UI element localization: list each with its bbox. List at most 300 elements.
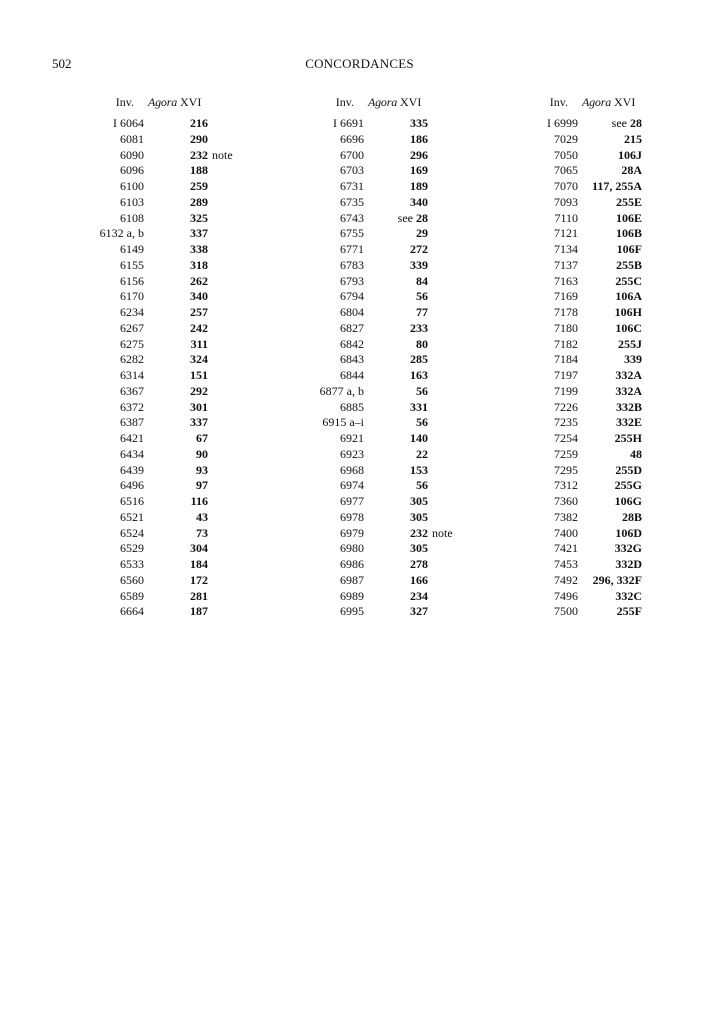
- concordance-column-2: [298, 88, 453, 620]
- catalogue-number: 278: [410, 557, 428, 571]
- table-row: [512, 258, 644, 274]
- header-agora-italic: Agora: [582, 95, 612, 109]
- table-row: [512, 384, 644, 400]
- inventory-number: 6986: [340, 557, 364, 571]
- catalogue-number: 332E: [615, 415, 642, 430]
- table-row: [512, 321, 644, 337]
- catalogue-number: 340: [410, 194, 428, 209]
- table-row: [78, 116, 233, 132]
- reference-note: note: [432, 525, 453, 540]
- table-row: [298, 116, 453, 132]
- agora-reference: [364, 384, 428, 400]
- table-row: [512, 274, 644, 290]
- agora-reference: [364, 242, 428, 258]
- agora-reference: [364, 195, 428, 211]
- agora-reference: [364, 305, 428, 321]
- catalogue-number: 305: [410, 509, 428, 524]
- inventory-number: 7492: [554, 572, 578, 587]
- table-row: [512, 337, 644, 353]
- agora-reference: [144, 321, 208, 337]
- table-row: [78, 305, 233, 321]
- inventory-number: 7184: [554, 352, 578, 367]
- catalogue-number: 339: [624, 352, 642, 367]
- catalogue-number: 311: [190, 336, 208, 351]
- table-row: [78, 195, 233, 211]
- inventory-number: 6794: [340, 289, 364, 304]
- table-row: [298, 242, 453, 258]
- agora-reference: [364, 431, 428, 447]
- concordance-column-3: [512, 88, 644, 620]
- inventory-number: 7496: [554, 588, 578, 603]
- agora-reference: [578, 557, 642, 573]
- agora-reference: [364, 589, 428, 605]
- catalogue-number: 77: [416, 305, 428, 319]
- agora-reference: [578, 211, 642, 227]
- agora-reference: [364, 321, 428, 337]
- catalogue-number: 187: [190, 604, 208, 619]
- catalogue-number: 305: [410, 541, 428, 556]
- agora-reference: [578, 305, 642, 321]
- inventory-number: 7070: [554, 179, 578, 193]
- inventory-number: 6496: [120, 478, 144, 493]
- table-row: [298, 368, 453, 384]
- header-agora: [134, 95, 210, 110]
- agora-reference: [578, 573, 642, 589]
- table-row: [512, 510, 644, 526]
- inventory-number: 6267: [120, 320, 144, 335]
- column-header: [298, 88, 453, 110]
- agora-reference: [144, 478, 208, 494]
- catalogue-number: 281: [190, 588, 208, 603]
- catalogue-number: 169: [410, 163, 428, 178]
- header-agora: [568, 95, 644, 110]
- table-row: [78, 589, 233, 605]
- table-row: [298, 258, 453, 274]
- table-row: [512, 431, 644, 447]
- catalogue-number: 331: [410, 399, 428, 414]
- inventory-number: I 6064: [113, 116, 144, 130]
- table-row: [298, 148, 453, 164]
- table-row: [512, 557, 644, 573]
- table-row: [298, 573, 453, 589]
- agora-reference: [578, 478, 642, 494]
- inventory-number: 6516: [120, 494, 144, 508]
- catalogue-number: 255C: [615, 273, 642, 288]
- table-row: [78, 352, 233, 368]
- inventory-number: 6915 a–i: [322, 415, 364, 430]
- agora-reference: [578, 163, 642, 179]
- table-row: [512, 494, 644, 510]
- header-agora-volume: XVI: [614, 95, 636, 109]
- agora-reference: [144, 226, 208, 242]
- agora-reference: [144, 179, 208, 195]
- agora-reference: [144, 447, 208, 463]
- inventory-number: 7226: [554, 399, 578, 414]
- catalogue-number: 106G: [614, 494, 642, 508]
- catalogue-number: 166: [410, 572, 428, 587]
- inventory-number: 7197: [554, 368, 578, 382]
- reference-note: note: [212, 147, 233, 162]
- table-row: [298, 179, 453, 195]
- inventory-number: 6108: [120, 210, 144, 225]
- agora-reference: [144, 589, 208, 605]
- catalogue-number: 90: [196, 446, 208, 461]
- inventory-number: 7254: [554, 431, 578, 445]
- catalogue-number: 153: [410, 462, 428, 477]
- table-row: [512, 352, 644, 368]
- agora-reference: [578, 431, 642, 447]
- catalogue-number: 140: [410, 431, 428, 445]
- agora-reference: [144, 242, 208, 258]
- agora-reference: [578, 289, 642, 305]
- table-row: [298, 226, 453, 242]
- inventory-number: 6664: [120, 604, 144, 619]
- catalogue-number: 172: [190, 572, 208, 587]
- agora-reference: [578, 226, 642, 242]
- agora-reference: [364, 274, 428, 290]
- catalogue-number: 233: [410, 320, 428, 335]
- inventory-number: 6100: [120, 179, 144, 193]
- inventory-number: 7065: [554, 163, 578, 178]
- catalogue-number: 285: [410, 352, 428, 367]
- inventory-number: 7121: [554, 226, 578, 241]
- inventory-number: 7163: [554, 273, 578, 288]
- inventory-number: 6842: [340, 336, 364, 351]
- catalogue-number: 22: [416, 446, 428, 461]
- inventory-number: 6421: [120, 431, 144, 445]
- catalogue-number: 28A: [621, 163, 642, 178]
- agora-reference: [578, 116, 642, 132]
- agora-reference: [144, 510, 208, 526]
- table-row: [78, 573, 233, 589]
- agora-reference: [144, 352, 208, 368]
- inventory-number: 7453: [554, 557, 578, 571]
- agora-reference: [364, 573, 428, 589]
- catalogue-number: 56: [416, 383, 428, 398]
- catalogue-number: 56: [416, 478, 428, 493]
- catalogue-number: 292: [190, 383, 208, 398]
- table-row: [298, 352, 453, 368]
- column-header: [512, 88, 644, 110]
- catalogue-number: 117, 255A: [591, 179, 642, 193]
- table-row: [78, 384, 233, 400]
- table-row: [298, 211, 453, 227]
- catalogue-number: 255H: [614, 431, 642, 445]
- table-row: [512, 526, 644, 542]
- catalogue-number: 28: [630, 116, 642, 130]
- catalogue-number: 337: [190, 226, 208, 241]
- concordance-column-1: [78, 88, 233, 620]
- table-row: [512, 589, 644, 605]
- table-row: [78, 494, 233, 510]
- catalogue-number: 290: [190, 131, 208, 146]
- agora-reference: [578, 179, 642, 195]
- inventory-number: 6989: [340, 588, 364, 603]
- table-row: [78, 510, 233, 526]
- inventory-number: 7182: [554, 336, 578, 351]
- catalogue-number: 84: [416, 273, 428, 288]
- inventory-number: 6979: [340, 525, 364, 540]
- table-row: [78, 604, 233, 620]
- catalogue-number: 296: [410, 147, 428, 162]
- inventory-number: 7050: [554, 147, 578, 162]
- inventory-number: 6743: [340, 210, 364, 225]
- catalogue-number: 184: [190, 557, 208, 571]
- agora-reference: [364, 510, 428, 526]
- inventory-number: 7360: [554, 494, 578, 508]
- inventory-number: 6968: [340, 462, 364, 477]
- inventory-number: 6987: [340, 572, 364, 587]
- inventory-number: 6974: [340, 478, 364, 493]
- catalogue-number: 28: [416, 210, 428, 225]
- inventory-number: 6793: [340, 273, 364, 288]
- agora-reference: [364, 368, 428, 384]
- table-row: [78, 337, 233, 353]
- agora-reference: [364, 179, 428, 195]
- table-row: [512, 179, 644, 195]
- catalogue-number: 232: [190, 147, 208, 162]
- agora-reference: [144, 195, 208, 211]
- inventory-number: 6589: [120, 588, 144, 603]
- table-row: [298, 274, 453, 290]
- catalogue-number: 324: [190, 352, 208, 367]
- table-row: [78, 478, 233, 494]
- agora-reference: [578, 352, 642, 368]
- agora-reference: [364, 604, 428, 620]
- agora-reference: [364, 400, 428, 416]
- agora-reference: [578, 447, 642, 463]
- inventory-number: 6783: [340, 257, 364, 272]
- inventory-number: 6529: [120, 541, 144, 556]
- inventory-number: 6282: [120, 352, 144, 367]
- table-row: [78, 258, 233, 274]
- catalogue-number: 332G: [614, 541, 642, 556]
- catalogue-number: 259: [190, 179, 208, 193]
- running-head: CONCORDANCES: [305, 56, 414, 71]
- table-row: [298, 447, 453, 463]
- catalogue-number: 332A: [615, 383, 642, 398]
- catalogue-number: 106A: [615, 289, 642, 304]
- table-row: [512, 447, 644, 463]
- agora-reference: [364, 337, 428, 353]
- table-row: [512, 573, 644, 589]
- catalogue-number: 255D: [615, 462, 642, 477]
- catalogue-number: 116: [190, 494, 208, 508]
- agora-reference: [144, 400, 208, 416]
- inventory-number: 6977: [340, 494, 364, 508]
- inventory-number: I 6691: [333, 116, 364, 130]
- inventory-number: 6703: [340, 163, 364, 178]
- table-row: [512, 400, 644, 416]
- table-row: [78, 463, 233, 479]
- catalogue-number: 151: [190, 368, 208, 382]
- agora-reference: [144, 116, 208, 132]
- table-row: [512, 415, 644, 431]
- table-row: [512, 163, 644, 179]
- table-row: [512, 148, 644, 164]
- agora-reference: [144, 368, 208, 384]
- agora-reference: [364, 116, 428, 132]
- catalogue-number: 186: [410, 131, 428, 146]
- agora-reference: [364, 478, 428, 494]
- table-row: [512, 116, 644, 132]
- catalogue-number: 304: [190, 541, 208, 556]
- catalogue-number: 340: [190, 289, 208, 304]
- agora-reference: [144, 148, 208, 164]
- inventory-number: 7180: [554, 320, 578, 335]
- inventory-number: 7029: [554, 131, 578, 146]
- catalogue-number: 189: [410, 179, 428, 193]
- table-row: [78, 148, 233, 164]
- inventory-number: I 6999: [547, 116, 578, 130]
- agora-reference: [578, 384, 642, 400]
- inventory-number: 7093: [554, 194, 578, 209]
- see-prefix: see: [611, 116, 627, 130]
- agora-reference: [578, 132, 642, 148]
- agora-reference: [144, 526, 208, 542]
- table-row: [78, 526, 233, 542]
- catalogue-number: 242: [190, 320, 208, 335]
- table-row: [512, 604, 644, 620]
- inventory-number: 7178: [554, 305, 578, 319]
- table-row: [78, 211, 233, 227]
- table-row: [298, 478, 453, 494]
- agora-reference: [144, 604, 208, 620]
- inventory-number: 6234: [120, 305, 144, 319]
- agora-reference: [578, 242, 642, 258]
- inventory-number: 6132 a, b: [99, 226, 144, 241]
- agora-reference: [364, 148, 428, 164]
- inventory-number: 6980: [340, 541, 364, 556]
- catalogue-number: 257: [190, 305, 208, 319]
- agora-reference: [364, 447, 428, 463]
- agora-reference: [578, 274, 642, 290]
- inventory-number: 6155: [120, 257, 144, 272]
- inventory-number: 7110: [554, 210, 578, 225]
- catalogue-number: 97: [196, 478, 208, 493]
- agora-reference: [578, 494, 642, 510]
- table-row: [298, 289, 453, 305]
- agora-reference: [364, 463, 428, 479]
- table-row: [78, 289, 233, 305]
- table-row: [78, 541, 233, 557]
- table-row: [512, 226, 644, 242]
- catalogue-number: 106E: [615, 210, 642, 225]
- table-row: [512, 195, 644, 211]
- catalogue-number: 335: [410, 116, 428, 130]
- header-inv: Inv.: [115, 95, 134, 109]
- agora-reference: [578, 148, 642, 164]
- header-agora: [354, 95, 430, 110]
- table-row: [78, 179, 233, 195]
- agora-reference: [364, 557, 428, 573]
- catalogue-number: 106B: [615, 226, 642, 241]
- table-row: [78, 447, 233, 463]
- catalogue-number: 28B: [621, 509, 642, 524]
- table-row: [78, 274, 233, 290]
- agora-reference: [364, 163, 428, 179]
- inventory-number: 6771: [340, 242, 364, 256]
- inventory-number: 6096: [120, 163, 144, 178]
- table-row: [298, 463, 453, 479]
- catalogue-number: 255G: [614, 478, 642, 493]
- header-inv: Inv.: [549, 95, 568, 109]
- table-row: [78, 415, 233, 431]
- catalogue-number: 272: [410, 242, 428, 256]
- agora-reference: [364, 211, 428, 227]
- inventory-number: 7312: [554, 478, 578, 493]
- catalogue-number: 106D: [615, 525, 642, 540]
- inventory-number: 6731: [340, 179, 364, 193]
- inventory-number: 6804: [340, 305, 364, 319]
- column-header: [78, 88, 233, 110]
- page-number: 502: [52, 56, 72, 71]
- catalogue-number: 289: [190, 194, 208, 209]
- inventory-number: 6275: [120, 336, 144, 351]
- catalogue-number: 255E: [615, 194, 642, 209]
- table-row: [298, 589, 453, 605]
- table-row: [78, 431, 233, 447]
- agora-reference: [578, 195, 642, 211]
- inventory-number: 6978: [340, 509, 364, 524]
- inventory-number: 6387: [120, 415, 144, 430]
- table-row: [78, 132, 233, 148]
- catalogue-number: 337: [190, 415, 208, 430]
- table-row: [298, 337, 453, 353]
- inventory-number: 7137: [554, 257, 578, 272]
- agora-reference: [364, 494, 428, 510]
- inventory-number: 6844: [340, 368, 364, 382]
- agora-reference: [578, 415, 642, 431]
- table-row: [512, 478, 644, 494]
- catalogue-number: 73: [196, 525, 208, 540]
- agora-reference: [364, 132, 428, 148]
- inventory-number: 7421: [554, 541, 578, 556]
- table-row: [298, 321, 453, 337]
- inventory-number: 7382: [554, 509, 578, 524]
- catalogue-number: 301: [190, 399, 208, 414]
- catalogue-number: 332B: [615, 399, 642, 414]
- catalogue-number: 327: [410, 604, 428, 619]
- catalogue-number: 106H: [614, 305, 642, 319]
- catalogue-number: 106C: [615, 320, 642, 335]
- inventory-number: 6921: [340, 431, 364, 445]
- agora-reference: [144, 541, 208, 557]
- catalogue-number: 332C: [615, 588, 642, 603]
- catalogue-number: 48: [630, 446, 642, 461]
- table-row: [78, 163, 233, 179]
- header-agora-volume: XVI: [400, 95, 422, 109]
- catalogue-number: 216: [190, 116, 208, 130]
- inventory-number: 6434: [120, 446, 144, 461]
- table-row: [512, 541, 644, 557]
- inventory-number: 7259: [554, 446, 578, 461]
- inventory-number: 6696: [340, 131, 364, 146]
- inventory-number: 6081: [120, 131, 144, 146]
- inventory-number: 6439: [120, 462, 144, 477]
- catalogue-number: 325: [190, 210, 208, 225]
- inventory-number: 7500: [554, 604, 578, 619]
- table-row: [298, 163, 453, 179]
- table-row: [78, 557, 233, 573]
- table-row: [512, 132, 644, 148]
- agora-reference: [144, 258, 208, 274]
- agora-reference: [364, 541, 428, 557]
- agora-reference: [364, 526, 428, 542]
- agora-reference: [144, 415, 208, 431]
- inventory-number: 6877 a, b: [319, 383, 364, 398]
- catalogue-number: 80: [416, 336, 428, 351]
